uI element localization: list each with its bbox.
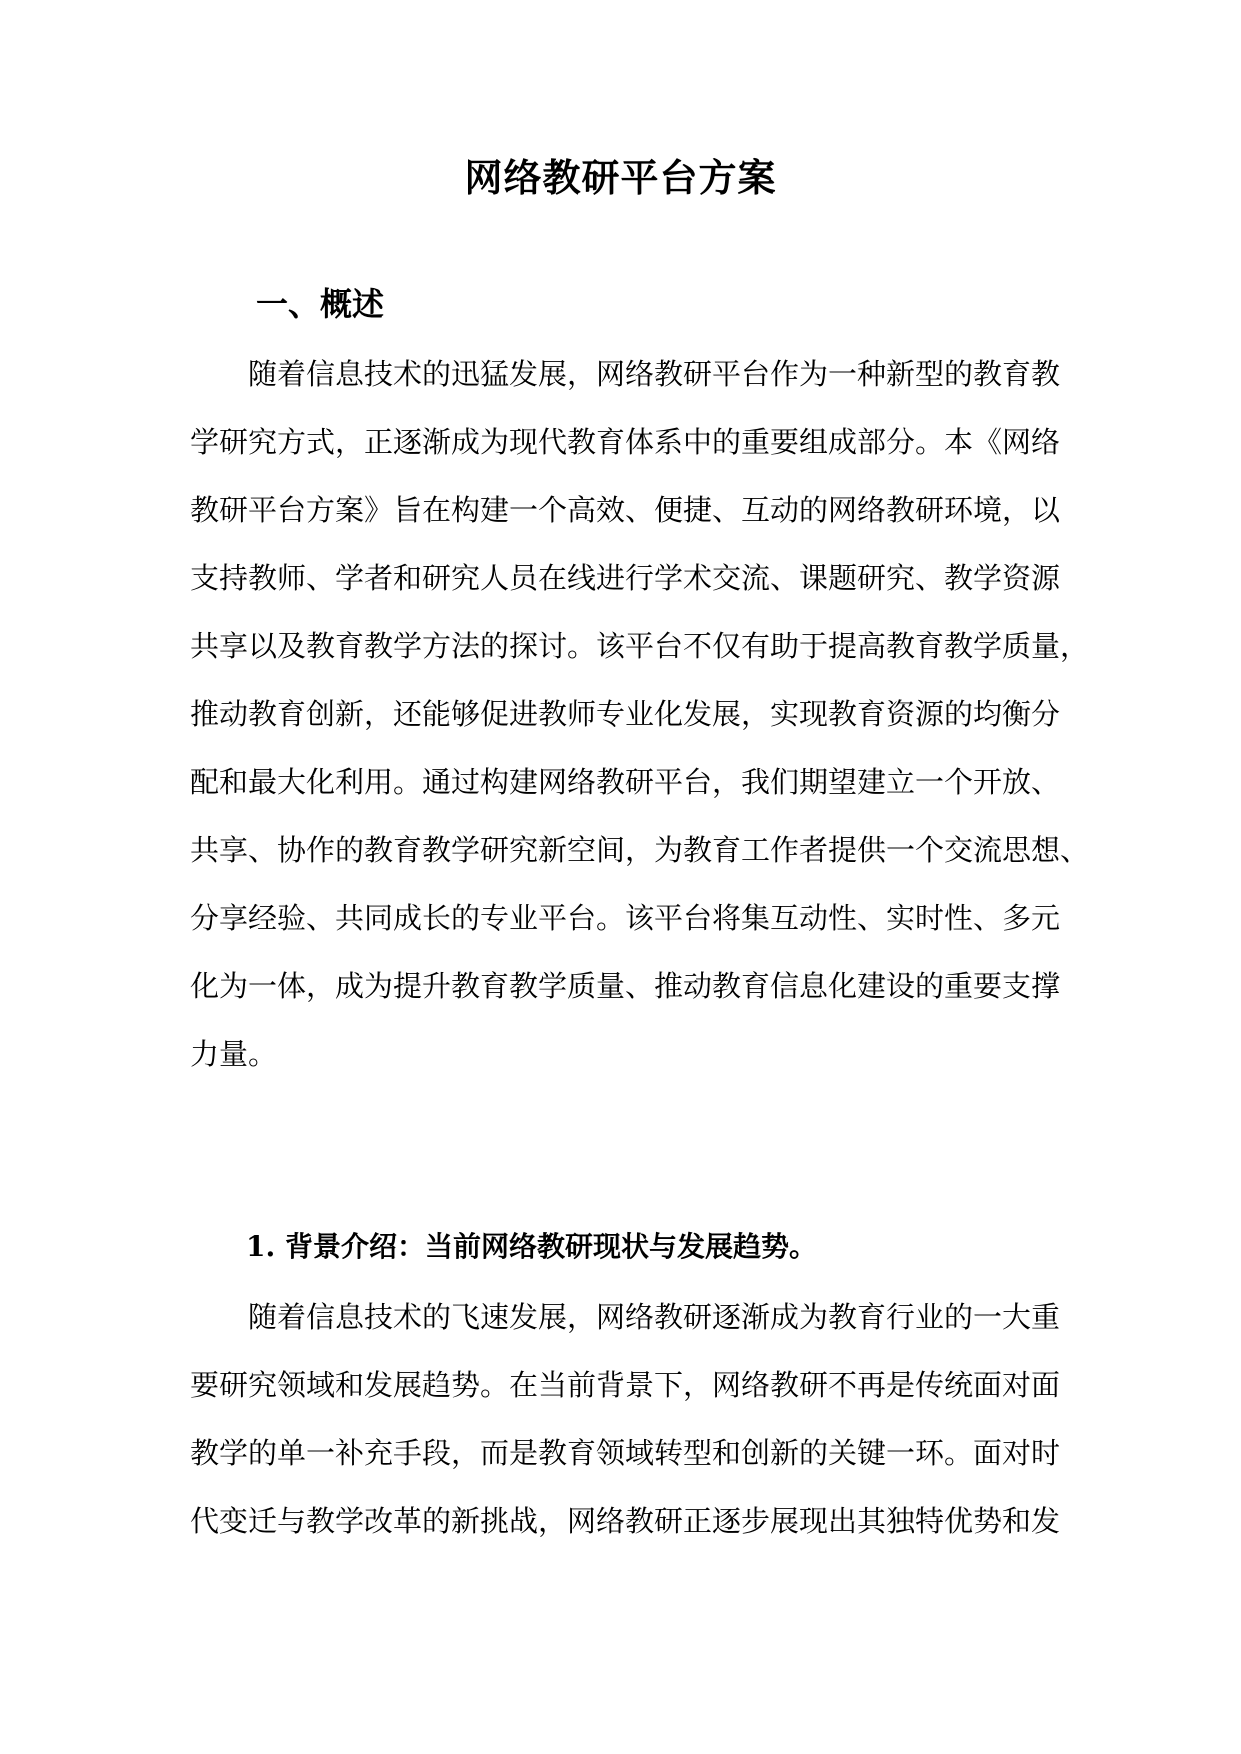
paragraph-line: 要研究领域和发展趋势。在当前背景下，网络教研不再是传统面对面	[190, 1368, 1061, 1402]
paragraph-line: 共享以及教育教学方法的探讨。该平台不仅有助于提高教育教学质量，	[190, 629, 1090, 663]
paragraph-line: 共享、协作的教育教学研究新空间，为教育工作者提供一个交流思想、	[190, 833, 1090, 867]
paragraph-line: 分享经验、共同成长的专业平台。该平台将集互动性、实时性、多元	[190, 901, 1061, 935]
paragraph-line: 教学的单一补充手段，而是教育领域转型和创新的关键一环。面对时	[190, 1436, 1061, 1470]
paragraph-line: 学研究方式，正逐渐成为现代教育体系中的重要组成部分。本《网络	[190, 425, 1061, 459]
paragraph-line: 支持教师、学者和研究人员在线进行学术交流、课题研究、教学资源	[190, 561, 1061, 595]
paragraph-line: 随着信息技术的迅猛发展，网络教研平台作为一种新型的教育教	[248, 357, 1061, 391]
subsection-heading-background: 1. 背景介绍：当前网络教研现状与发展趋势。	[246, 1230, 817, 1263]
paragraph-line: 配和最大化利用。通过构建网络教研平台，我们期望建立一个开放、	[190, 765, 1061, 799]
section-heading-overview: 一、概述	[256, 285, 385, 323]
paragraph-line: 教研平台方案》旨在构建一个高效、便捷、互动的网络教研环境，以	[190, 493, 1061, 527]
paragraph-line: 力量。	[190, 1037, 278, 1071]
paragraph-line: 推动教育创新，还能够促进教师专业化发展，实现教育资源的均衡分	[190, 697, 1061, 731]
paragraph-line: 代变迁与教学改革的新挑战，网络教研正逐步展现出其独特优势和发	[190, 1504, 1061, 1538]
document-title: 网络教研平台方案	[464, 155, 777, 200]
paragraph-line: 随着信息技术的飞速发展，网络教研逐渐成为教育行业的一大重	[248, 1300, 1061, 1334]
paragraph-line: 化为一体，成为提升教育教学质量、推动教育信息化建设的重要支撑	[190, 969, 1061, 1003]
